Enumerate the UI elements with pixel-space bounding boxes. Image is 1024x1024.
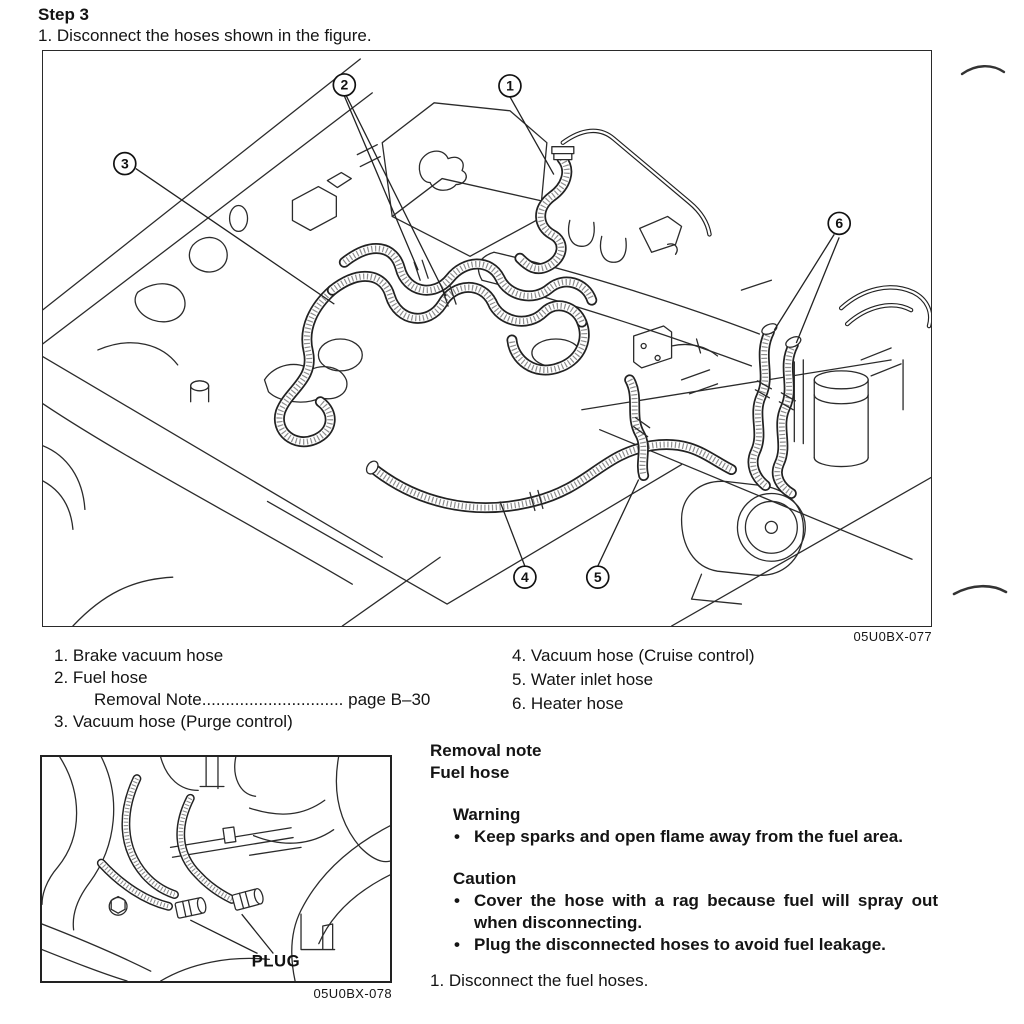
callout-3 xyxy=(114,153,136,175)
plug-label: PLUG xyxy=(251,951,301,971)
callout-6 xyxy=(828,212,850,234)
svg-text:3: 3 xyxy=(120,155,129,172)
callout-leader-lines xyxy=(136,96,839,566)
svg-text:4: 4 xyxy=(521,568,529,585)
inset-hoses xyxy=(101,779,232,907)
legend-item-2: 2. Fuel hose xyxy=(54,668,148,687)
hose-drawings xyxy=(279,159,793,508)
inset-figure xyxy=(40,755,392,983)
page-curl-mark xyxy=(950,578,1012,602)
legend-removal-note-ref: Removal Note.............................. page B–30 xyxy=(94,690,431,709)
plug-diagram xyxy=(42,757,390,981)
page-curl-mark xyxy=(958,52,1010,82)
warning-bullet: • Keep sparks and open flame away from the fuel area. xyxy=(453,826,938,848)
callout-4 xyxy=(514,566,536,588)
legend-item-5: 5. Water inlet hose xyxy=(512,670,654,689)
svg-text:5: 5 xyxy=(593,568,602,585)
svg-text:6: 6 xyxy=(835,215,844,232)
engine-diagram xyxy=(43,51,931,626)
metal-pipes xyxy=(563,131,930,326)
caution-section xyxy=(453,868,938,956)
plug-leader-lines xyxy=(190,914,273,953)
caution-bullet: • Cover the hose with a rag because fuel will spray out when disconnecting. xyxy=(453,890,938,934)
fuel-hose-step: 1. Disconnect the fuel hoses. xyxy=(430,971,649,990)
caution-bullet: • Plug the disconnected hoses to avoid fuel leakage. xyxy=(453,934,938,956)
main-figure-caption: 05U0BX-077 xyxy=(853,629,932,644)
warning-section xyxy=(453,804,938,848)
caution-title: Caution xyxy=(453,869,517,888)
main-figure xyxy=(42,50,932,627)
legend-item-3: 3. Vacuum hose (Purge control) xyxy=(54,712,293,731)
svg-text:1: 1 xyxy=(506,77,514,94)
plug-1 xyxy=(175,897,207,919)
callout-1 xyxy=(499,75,521,97)
caution-list xyxy=(453,890,938,956)
inset-figure-caption: 05U0BX-078 xyxy=(313,986,392,1001)
step-title: Step 3 xyxy=(38,5,90,24)
removal-note-title: Removal note xyxy=(430,741,542,760)
legend-item-1: 1. Brake vacuum hose xyxy=(54,646,224,665)
step-instruction: 1. Disconnect the hoses shown in the figure. xyxy=(38,26,372,45)
legend-item-4: 4. Vacuum hose (Cruise control) xyxy=(512,646,755,665)
removal-note-subtitle: Fuel hose xyxy=(430,763,510,782)
legend-item-6: 6. Heater hose xyxy=(512,694,624,713)
plug-2 xyxy=(232,888,265,911)
callout-2 xyxy=(333,74,355,96)
inset-outline xyxy=(42,757,390,981)
warning-title: Warning xyxy=(453,805,521,824)
warning-list xyxy=(453,826,938,848)
callout-5 xyxy=(587,566,609,588)
removal-note-block xyxy=(430,740,938,992)
svg-text:2: 2 xyxy=(340,76,349,93)
